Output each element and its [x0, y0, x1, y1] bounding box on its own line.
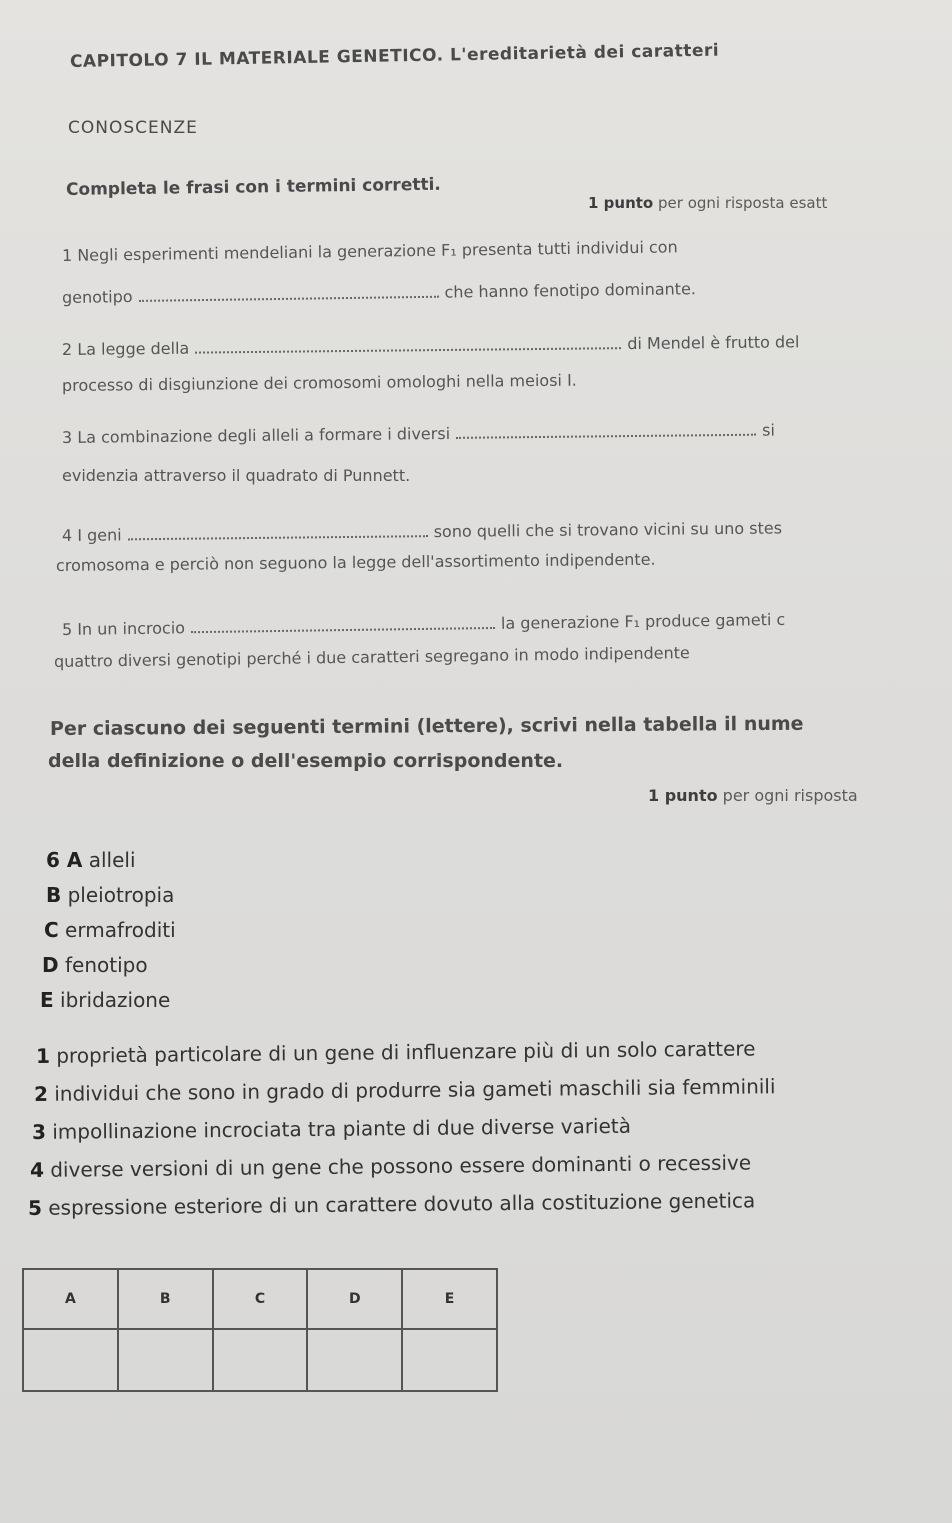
part1-instruction: Completa le frasi con i termini corretti. [65, 174, 441, 200]
answer-table-input-row [23, 1329, 497, 1391]
header-cell-c: C [213, 1269, 308, 1329]
answer-cell-c[interactable] [213, 1329, 308, 1391]
answer-cell-d[interactable] [307, 1329, 402, 1391]
q3-text-b: si [761, 420, 775, 440]
header-cell-b: B [118, 1269, 213, 1329]
q2-line1 [62, 332, 800, 359]
definition-4: 4 diverse versioni di un gene che possono essere dominanti o recessive [29, 1150, 752, 1182]
q3-blank[interactable] [456, 430, 756, 439]
definition-3: 3 impollinazione incrociata tra piante di due diverse varietà [31, 1113, 632, 1144]
definition-5: 5 espressione esteriore di un carattere dovuto alla costituzione genetica [27, 1188, 756, 1220]
q3-text-a: 3 La combinazione degli alleli a formare i diversi [61, 423, 451, 447]
q4-blank[interactable] [128, 531, 428, 540]
header-cell-a: A [23, 1269, 118, 1329]
answer-cell-e[interactable] [402, 1329, 497, 1391]
points-rest-2: per ogni risposta [722, 786, 858, 805]
q2-blank[interactable] [195, 343, 621, 353]
q1-line2 [62, 279, 696, 307]
q5-blank[interactable] [191, 623, 495, 633]
points-bold: 1 punto [588, 194, 654, 212]
q3-line1 [62, 421, 775, 447]
q2-text-a: 2 La legge della [61, 338, 190, 359]
q1-text-b: genotipo [61, 287, 133, 307]
term-c: C ermafroditi [44, 918, 176, 942]
part2-instruction-line1: Per ciascuno dei seguenti termini (lettere), scrivi nella tabella il nume [49, 712, 804, 740]
q5-text-b: la generazione F₁ produce gameti c [500, 609, 786, 633]
q3-line2: evidenzia attraverso il quadrato di Punnett. [62, 466, 411, 485]
q2-line2: processo di disgiunzione dei cromosomi omologhi nella meiosi I. [61, 370, 577, 395]
q4-text-a: 4 I geni [61, 525, 122, 545]
term-b: B pleiotropia [46, 883, 175, 907]
part2-points [648, 786, 858, 805]
q5-text-a: 5 In un incrocio [61, 618, 186, 639]
chapter-header: CAPITOLO 7 IL MATERIALE GENETICO. L'ereditarietà dei caratteri [69, 40, 720, 72]
q4-line2: cromosoma e perciò non seguono la legge dell'assortimento indipendente. [55, 549, 656, 575]
answer-table-header-row [23, 1269, 497, 1329]
points-rest: per ogni risposta esatt [658, 194, 828, 212]
points-bold-2: 1 punto [648, 786, 718, 805]
q2-text-b: di Mendel è frutto del [627, 332, 800, 354]
answer-table [22, 1268, 498, 1392]
term-a: 6 A alleli [46, 848, 136, 872]
definition-1: 1 proprietà particolare di un gene di influenzare più di un solo carattere [35, 1036, 756, 1068]
q4-line1 [62, 518, 782, 545]
answer-cell-b[interactable] [118, 1329, 213, 1391]
q1-text-c: che hanno fenotipo dominante. [444, 279, 697, 302]
term-e: E ibridazione [40, 988, 171, 1012]
section-title: CONOSCENZE [68, 118, 198, 138]
term-d: D fenotipo [42, 953, 148, 977]
header-cell-e: E [402, 1269, 497, 1329]
part2-instruction-line2: della definizione o dell'esempio corrispondente. [48, 750, 564, 772]
part1-points [588, 194, 827, 212]
q1-line1: 1 Negli esperimenti mendeliani la generazione F₁ presenta tutti individui con [61, 237, 678, 265]
q4-text-b: sono quelli che si trovano vicini su uno stes [433, 518, 783, 542]
q1-blank[interactable] [139, 292, 439, 302]
q5-line2: quattro diversi genotipi perché i due caratteri segregano in modo indipendente [53, 643, 690, 671]
header-cell-d: D [307, 1269, 402, 1329]
q5-line1 [62, 610, 786, 639]
answer-cell-a[interactable] [23, 1329, 118, 1391]
definition-2: 2 individui che sono in grado di produrre sia gameti maschili sia femminili [33, 1074, 776, 1106]
